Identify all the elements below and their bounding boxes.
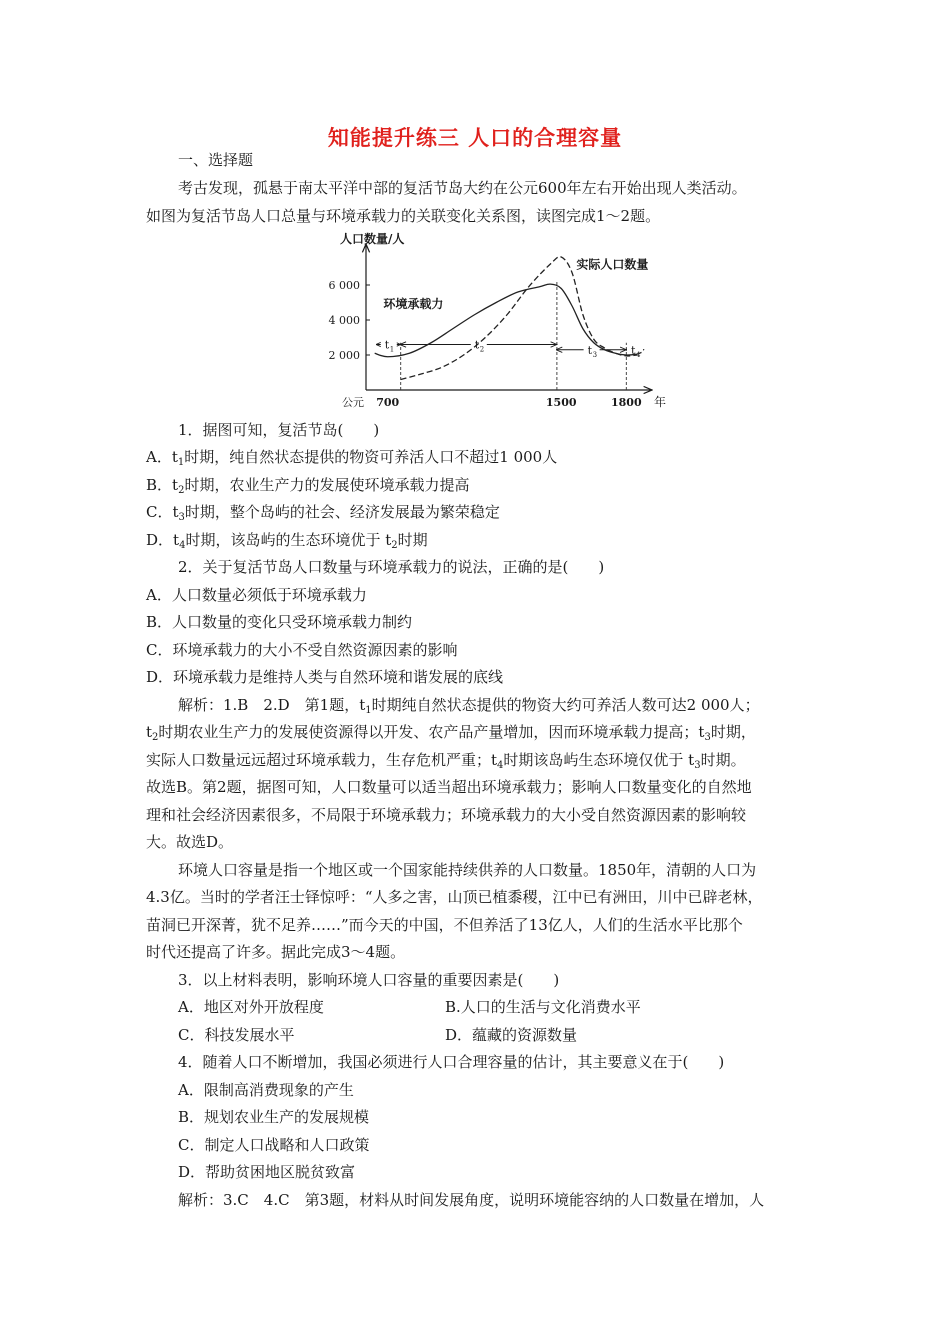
q3-stem: 3．以上材料表明，影响环境人口容量的重要因素是( )	[178, 971, 560, 989]
q3-option-d: D．蕴藏的资源数量	[445, 1026, 578, 1044]
chart-labels	[329, 231, 667, 409]
series-label-carrying-capacity: 环境承载力	[383, 296, 444, 311]
explanation2-line1: 解析：3.C 4.C 第3题，材料从时间发展角度，说明环境能容纳的人口数量在增加，人	[178, 1191, 765, 1209]
q1-option-a: A．$t_1$时期，纯自然状态提供的物资可养活人口不超过1 000人	[146, 448, 558, 468]
x-tick-label: 700	[376, 396, 400, 409]
q3-option-b: B.人口的生活与文化消费水平	[445, 998, 641, 1016]
x-tick-label: 1800	[610, 396, 642, 409]
q1-option-d: D．$t_4$时期，该岛屿的生态环境优于 $t_2$时期	[146, 531, 428, 551]
intro2-line4: 时代还提高了许多。据此完成3～4题。	[146, 943, 406, 961]
q3-option-a: A．地区对外开放程度	[178, 998, 324, 1016]
section-heading: 一、选择题	[178, 151, 254, 169]
intro1-line2: 如图为复活节岛人口总量与环境承载力的关联变化关系图，读图完成1～2题。	[146, 207, 661, 225]
intro2-line3: 苗洞已开深菁，犹不足养……”而今天的中国，不但养活了13亿人，人们的生活水平比那个	[146, 916, 743, 934]
intro2-line2: 4.3亿。当时的学者汪士铎惊呼：“人多之害，山顶已植黍稷，江中已有洲田，川中已辟老林，	[146, 888, 763, 906]
q4-stem: 4．随着人口不断增加，我国必须进行人口合理容量的估计，其主要意义在于( )	[178, 1053, 725, 1071]
x-axis-label: 年	[654, 395, 667, 409]
chart-series	[375, 257, 642, 380]
explanation1-line1: 解析：1.B 2.D 第1题，$t_1$时期纯自然状态提供的物资大约可养活人数可达2 000人；	[178, 696, 760, 716]
period-t1-label: t	[384, 338, 390, 352]
period-t2-label: t	[474, 338, 480, 352]
period-t4-label: t	[630, 343, 636, 357]
q4-option-d: D．帮助贫困地区脱贫致富	[178, 1163, 356, 1181]
population-chart	[318, 232, 667, 412]
explanation1-line2: $t_2$时期农业生产力的发展使资源得以开发、农产品产量增加，因而环境承载力提高；$t_3$时期，	[146, 723, 756, 743]
intro1-line1: 考古发现，孤悬于南太平洋中部的复活节岛大约在公元600年左右开始出现人类活动。	[178, 179, 747, 197]
explanation1-line6: 大。故选D。	[146, 833, 234, 851]
explanation1-line3: 实际人口数量远远超过环境承载力，生存危机严重；$t_4$时期该岛屿生态环境仅优于 $t_3$时期。	[146, 751, 746, 771]
period-t4-label-sub: 4	[635, 350, 641, 359]
explanation1-line4: 故选B。第2题，据图可知，人口数量可以适当超出环境承载力；影响人口数量变化的自然地	[146, 778, 752, 796]
q2-option-d: D．环境承载力是维持人类与自然环境和谐发展的底线	[146, 668, 504, 686]
period-t3-label: t	[587, 343, 593, 357]
series-actual-population-line	[401, 257, 637, 380]
explanation1-line5: 理和社会经济因素很多，不局限于环境承载力；环境承载力的大小受自然资源因素的影响较	[146, 806, 747, 824]
series-label-actual-population: 实际人口数量	[576, 257, 649, 272]
y-tick-label: 6 000	[328, 279, 360, 292]
q2-stem: 2．关于复活节岛人口数量与环境承载力的说法，正确的是( )	[178, 558, 605, 576]
q4-option-a: A．限制高消费现象的产生	[178, 1081, 354, 1099]
q1-option-b: B．$t_2$时期，农业生产力的发展使环境承载力提高	[146, 476, 470, 496]
period-t2-label-sub: 2	[479, 345, 485, 354]
x-origin-label: 公元	[342, 396, 364, 409]
intro2-line1: 环境人口容量是指一个地区或一个国家能持续供养的人口数量。1850年，清朝的人口为	[178, 861, 757, 879]
q2-option-b: B．人口数量的变化只受环境承载力制约	[146, 613, 413, 631]
q2-option-c: C．环境承载力的大小不受自然资源因素的影响	[146, 641, 458, 659]
y-tick-label: 4 000	[328, 314, 360, 327]
q1-stem: 1．据图可知，复活节岛( )	[178, 421, 380, 439]
q4-option-b: B．规划农业生产的发展规模	[178, 1108, 370, 1126]
q4-option-c: C．制定人口战略和人口政策	[178, 1136, 370, 1154]
q2-option-a: A．人口数量必须低于环境承载力	[146, 586, 367, 604]
y-tick-label: 2 000	[328, 349, 360, 362]
period-t1-label-sub: 1	[389, 345, 395, 354]
period-t3-label-sub: 3	[592, 350, 598, 359]
page-title: 知能提升练三 人口的合理容量	[327, 125, 623, 150]
x-tick-label: 1500	[545, 396, 577, 409]
q1-option-c: C．$t_3$时期，整个岛屿的社会、经济发展最为繁荣稳定	[146, 503, 500, 523]
y-axis-label: 人口数量/人	[340, 232, 405, 246]
q3-option-c: C．科技发展水平	[178, 1026, 295, 1044]
